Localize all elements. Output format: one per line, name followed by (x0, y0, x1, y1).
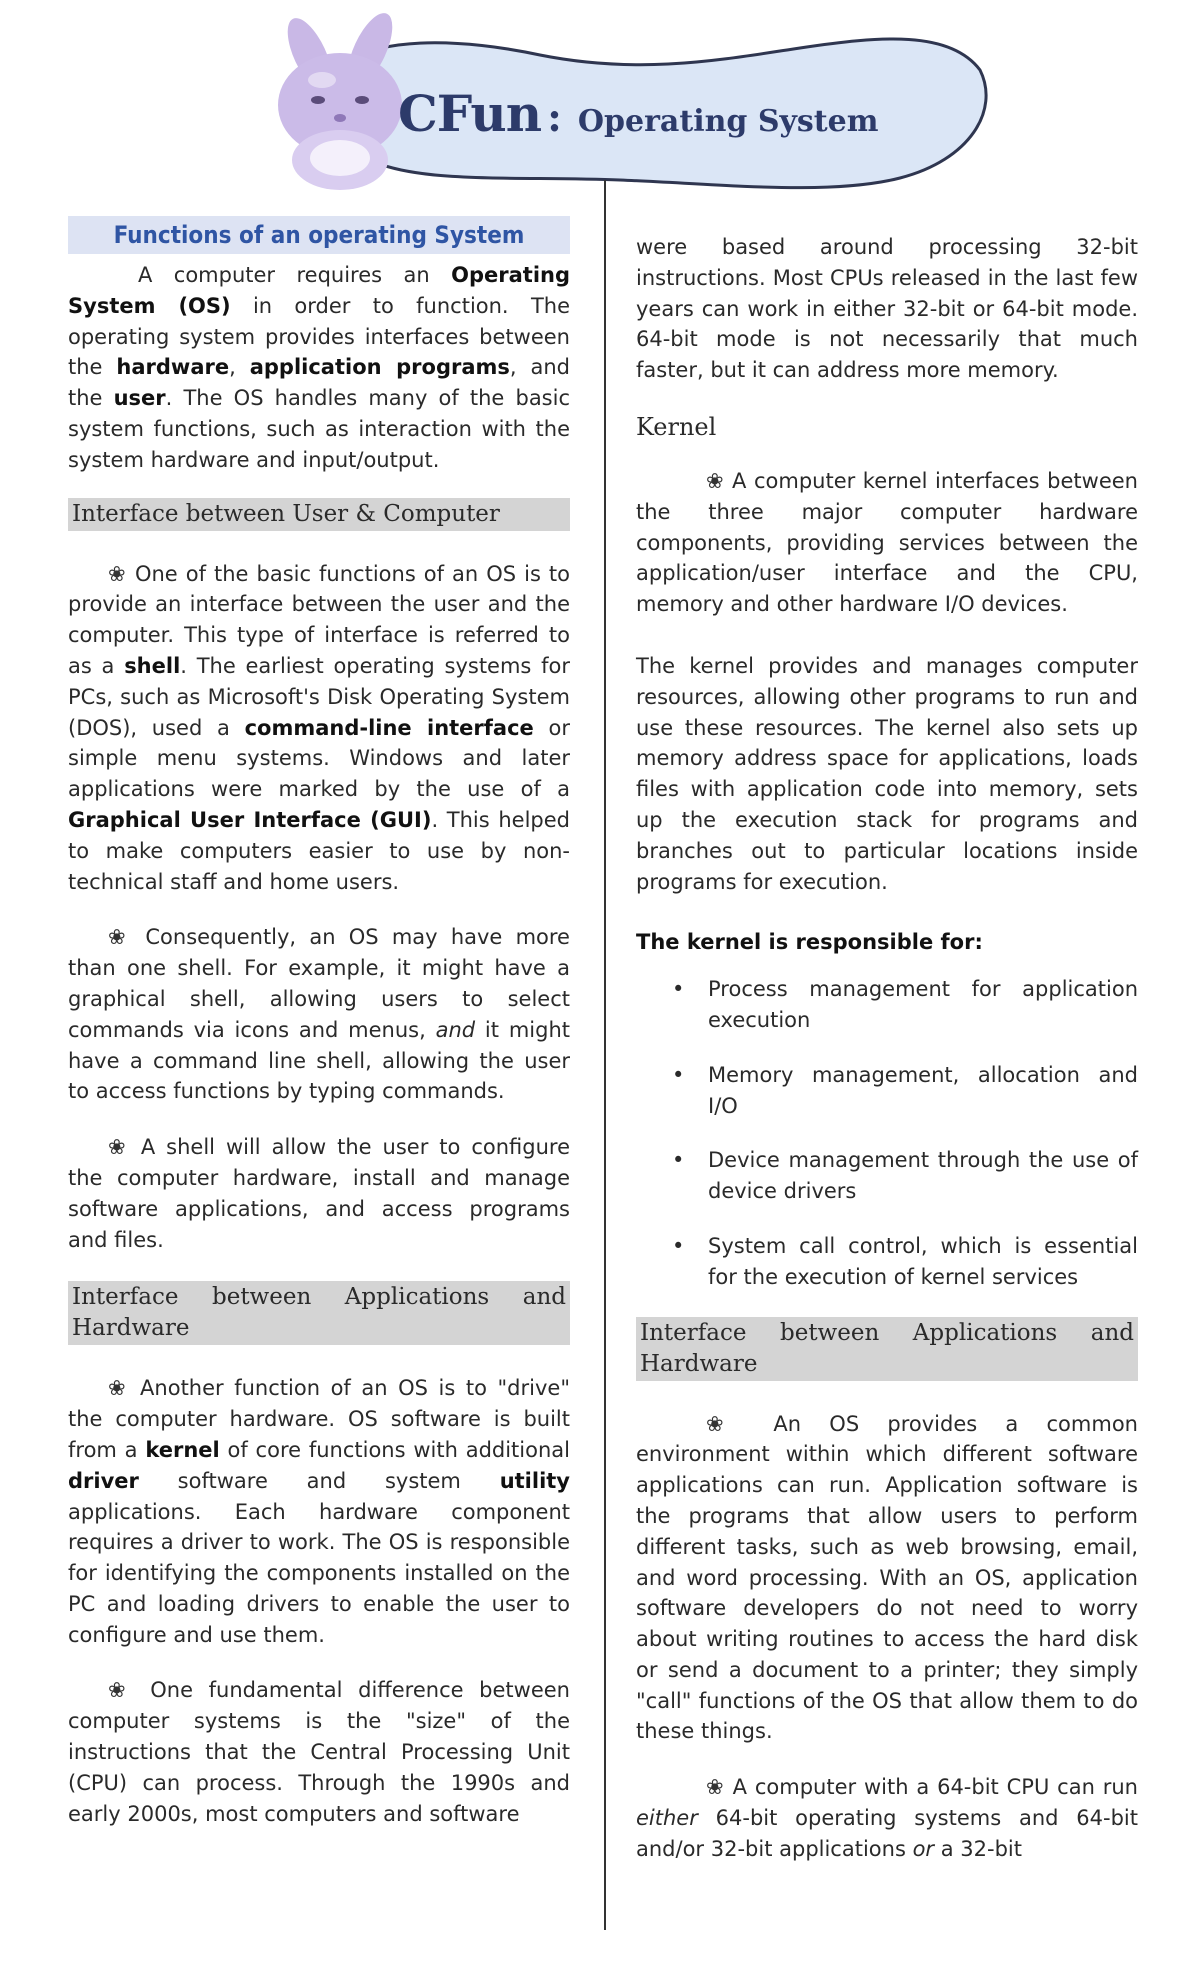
kernel-heading: Kernel (636, 412, 717, 441)
left-column (68, 216, 570, 1829)
kernel-text-1: A computer kernel interfaces between the three major computer hardware components, providing services between the application/user interface and the CPU, memory and other hardware I/O devices. (636, 468, 1138, 617)
brand-subtitle: Operating System (577, 104, 879, 139)
list-item: • System call control, which is essential for the execution of kernel services (636, 1231, 1138, 1293)
functions-title: Functions of an operating System (68, 216, 570, 254)
section-heading-user-computer: Interface between User & Computer (68, 498, 570, 531)
environment-text: An OS provides a common environment within which different software applications can run. Application software is the programs that allow users to perform different tasks, such as web browsing, email, and word processing. With an OS, application software developers do not need to worry about writing routines to access the hard disk or send a document to a printer; they simply "call" functions of the OS that allow them to do these things. (636, 1411, 1138, 1744)
flower-bullet-icon: ❀ (706, 1411, 746, 1436)
intro-paragraph (68, 260, 570, 476)
cpu64-italic-either: either (636, 1806, 698, 1831)
intro-bold-hardware: hardware (116, 355, 230, 380)
intro-bold-os: Operating System (OS) (68, 263, 570, 318)
flower-bullet-icon: ❀ (108, 1678, 135, 1703)
configure-paragraph (68, 1132, 570, 1255)
brand-separator: : (547, 94, 562, 141)
kernel-responsibilities-list (636, 974, 1138, 1292)
list-item: • Memory management, allocation and I/O (636, 1060, 1138, 1122)
shell-bold-gui: Graphical User Interface (GUI) (68, 807, 432, 832)
flower-bullet-icon: ❀ (108, 925, 133, 950)
cpu64-text-3: a 32-bit (934, 1836, 1022, 1861)
shell-text-3: or simple menu systems. Windows and later applications were marked by the use of a (68, 715, 570, 802)
multi-shell-text-2: it might have a command line shell, allowing the user to access functions by typing commands. (68, 1017, 570, 1104)
cpu-size-text: One fundamental difference between computer systems is the "size" of the instructions that the Central Processing Unit (CPU) can process. Through the 1990s and early 2000s, most computers and software (68, 1678, 570, 1826)
section-heading-apps-hardware-left: Interface between Applications and Hardware (68, 1281, 570, 1345)
shell-bold-cli: command-line interface (244, 715, 534, 740)
intro-text-2: in order to function. The operating system provides interfaces between the (68, 293, 570, 380)
list-item: • Device management through the use of device drivers (636, 1145, 1138, 1207)
kernel-paragraph-1 (636, 466, 1138, 620)
environment-paragraph (636, 1409, 1138, 1748)
column-divider (604, 180, 606, 1930)
cpu64-text-1: A computer with a 64-bit CPU can run (724, 1775, 1138, 1800)
header-banner (0, 0, 1200, 200)
brand-title (398, 84, 879, 143)
cpu-size-paragraph (68, 1675, 570, 1829)
bunny-mascot-icon (278, 7, 402, 190)
intro-text-5: . The OS handles many of the basic system functions, such as interaction with the system hardware and input/output. (68, 386, 571, 472)
drive-bold-utility: utility (499, 1468, 570, 1493)
shell-bold-shell: shell (124, 653, 181, 678)
drive-text-2: of core functions with additional (219, 1437, 570, 1462)
drive-text-1: Another function of an OS is to "drive" the computer hardware. OS software is built from a (68, 1376, 570, 1462)
shell-text-2: . The earliest operating systems for PCs, such as Microsoft's Disk Operating System (DOS), used a (68, 653, 571, 740)
multi-shell-text-1: Consequently, an OS may have more than one shell. For example, it might have a graphical shell, allowing users to select commands via icons and menus, (68, 925, 570, 1042)
flower-bullet-icon: ❀ (108, 1135, 130, 1160)
flower-bullet-icon: ❀ (108, 561, 127, 586)
intro-bold-apps: application programs (249, 355, 510, 380)
intro-text-1: A computer requires an (138, 263, 452, 287)
drive-text-4: applications. Each hardware component requires a driver to work. The OS is responsible for identifying the components installed on the PC and loading drivers to enable the user to configure and use them. (68, 1499, 570, 1647)
intro-bold-user: user (113, 386, 166, 411)
shell-text-1: One of the basic functions of an OS is to provide an interface between the user and the computer. This type of interface is referred to as a (68, 561, 570, 678)
drive-bold-driver: driver (68, 1468, 139, 1493)
list-item: • Process management for application execution (636, 974, 1138, 1036)
kernel-responsibilities-label: The kernel is responsible for: (636, 930, 983, 955)
kernel-paragraph-2: The kernel provides and manages computer resources, allowing other programs to run and use these resources. The kernel also sets up memory address space for applications, loads files with application code into memory, sets up the execution stack for programs and branches out to particular locations inside programs for execution. (636, 653, 1138, 894)
cpu64-italic-or: or (912, 1836, 935, 1861)
multi-shell-paragraph (68, 922, 570, 1107)
intro-text-4: , and the (68, 355, 571, 411)
drive-text-3: software and system (138, 1468, 500, 1493)
drive-bold-kernel: kernel (145, 1437, 220, 1462)
cpu64-paragraph (636, 1772, 1138, 1864)
flower-bullet-icon: ❀ (706, 1775, 725, 1800)
configure-text: A shell will allow the user to configure the computer hardware, install and manage software applications, and access programs and files. (68, 1135, 570, 1252)
multi-shell-italic-and: and (435, 1017, 476, 1042)
continuation-paragraph: were based around processing 32-bit instructions. Most CPUs released in the last few years can work in either 32-bit or 64-bit mode. 64-bit mode is not necessarily that much faster, but it can address more memory. (636, 235, 1138, 383)
shell-text-4: . This helped to make computers easier to use by non-technical staff and home users. (68, 807, 570, 894)
cpu64-text-2: 64-bit operating systems and 64-bit and/or 32-bit applications (636, 1806, 1138, 1861)
brand-name: CFun (398, 84, 542, 143)
flower-bullet-icon: ❀ (108, 1376, 130, 1401)
section-heading-apps-hardware-right: Interface between Applications and Hardware (636, 1317, 1138, 1381)
flower-bullet-icon: ❀ (706, 468, 725, 493)
right-column (636, 232, 1138, 1865)
shell-paragraph (68, 559, 570, 898)
intro-text-3: , (229, 355, 250, 380)
drive-paragraph (68, 1373, 570, 1650)
